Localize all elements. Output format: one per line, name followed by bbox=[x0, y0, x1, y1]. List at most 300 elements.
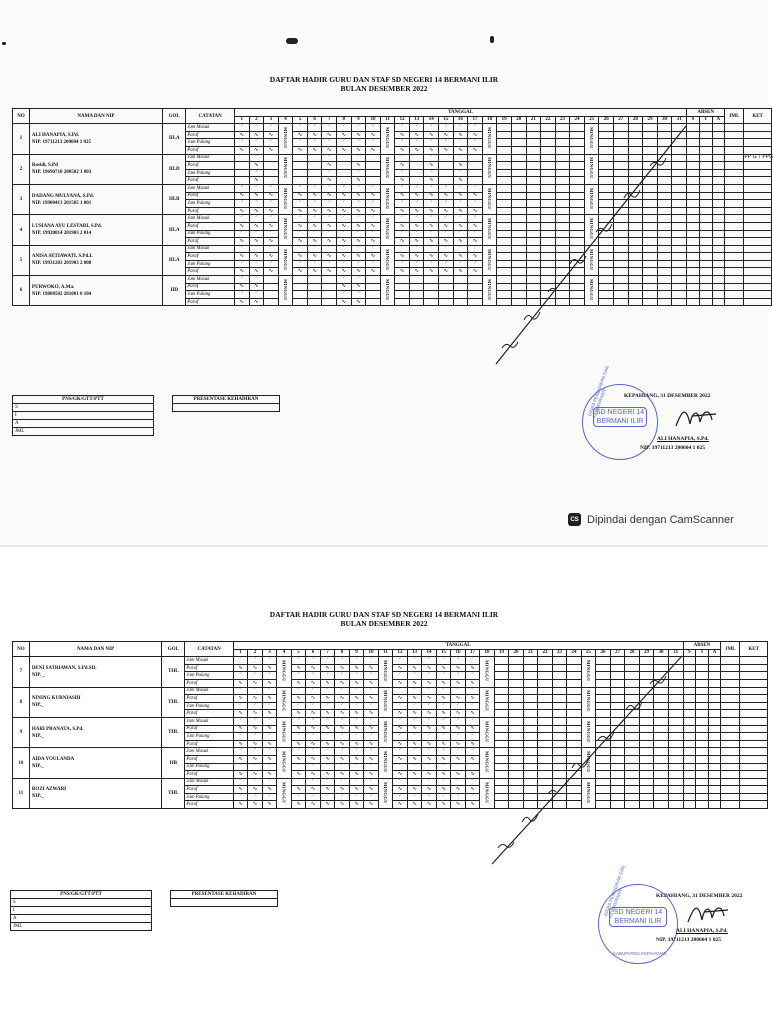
absent-cell bbox=[696, 763, 709, 771]
attendance-cell: ⸍ bbox=[320, 672, 335, 680]
day-header: 26 bbox=[599, 116, 614, 124]
absent-cell bbox=[696, 672, 709, 680]
staff-gol: THL bbox=[162, 687, 185, 717]
attendance-cell: ∿ bbox=[349, 786, 364, 794]
attendance-cell: ∿ bbox=[249, 268, 264, 276]
attendance-cell: ∿ bbox=[262, 725, 277, 733]
attendance-cell: ∿ bbox=[451, 771, 466, 779]
attendance-cell: ∿ bbox=[335, 771, 350, 779]
ket-cell bbox=[744, 298, 772, 306]
attendance-cell bbox=[307, 177, 322, 185]
attendance-cell: ⸍ bbox=[234, 215, 249, 223]
attendance-cell: ∿ bbox=[465, 786, 480, 794]
signer-name-1: ALI HANAPIA, S.Pd. bbox=[657, 436, 709, 442]
ket-cell bbox=[740, 755, 768, 763]
staff-number: 10 bbox=[13, 748, 30, 778]
attendance-cell: ∿ bbox=[233, 725, 248, 733]
attendance-cell: ⸍ bbox=[291, 778, 306, 786]
attendance-cell: ∿ bbox=[364, 771, 379, 779]
staff-name: ROZI AZWARI bbox=[31, 787, 67, 793]
attendance-cell: ⸍ bbox=[233, 748, 248, 756]
attendance-cell bbox=[234, 162, 249, 170]
scan-mark bbox=[490, 36, 494, 43]
attendance-cell: ∿ bbox=[264, 207, 279, 215]
attendance-cell: ⸍ bbox=[337, 260, 352, 268]
row-label: Paraf bbox=[185, 755, 233, 763]
col-no-header: NO bbox=[13, 642, 30, 657]
attendance-cell: ⸍ bbox=[233, 657, 248, 665]
attendance-cell: ∿ bbox=[393, 664, 408, 672]
attendance-cell: ∿ bbox=[439, 131, 454, 139]
attendance-cell: ⸍ bbox=[395, 260, 410, 268]
attendance-cell: ∿ bbox=[424, 131, 439, 139]
col-ket-header: KET bbox=[740, 642, 768, 657]
attendance-cell: ⸍ bbox=[439, 200, 454, 208]
attendance-cell bbox=[395, 276, 410, 284]
staff-name: DADANG MULYANA, S.Pd. bbox=[31, 193, 94, 199]
attendance-cell: ⸍ bbox=[335, 672, 350, 680]
attendance-cell: ∿ bbox=[364, 725, 379, 733]
attendance-cell: ⸍ bbox=[262, 793, 277, 801]
attendance-cell: ∿ bbox=[468, 146, 483, 154]
attendance-cell: ∿ bbox=[409, 146, 424, 154]
attendance-cell: ⸍ bbox=[262, 733, 277, 741]
attendance-cell: ∿ bbox=[451, 710, 466, 718]
staff-nip: NIP. 19880502 201001 0 104 bbox=[31, 291, 92, 297]
attendance-cell: ⸍ bbox=[395, 245, 410, 253]
attendance-cell: ∿ bbox=[322, 131, 337, 139]
attendance-cell: ∿ bbox=[453, 238, 468, 246]
attendance-cell: ⸍ bbox=[407, 657, 422, 665]
row-label: Paraf bbox=[186, 238, 235, 246]
attendance-cell: ⸍ bbox=[409, 184, 424, 192]
ket-cell bbox=[744, 200, 772, 208]
ket-cell bbox=[744, 184, 772, 192]
attendance-cell: ∿ bbox=[468, 131, 483, 139]
attendance-cell: ⸍ bbox=[465, 717, 480, 725]
absent-cell bbox=[696, 733, 709, 741]
attendance-cell: ⸍ bbox=[407, 793, 422, 801]
attendance-cell: ⸍ bbox=[248, 657, 263, 665]
sunday-label: MINGGU bbox=[586, 690, 592, 713]
attendance-cell bbox=[307, 162, 322, 170]
attendance-cell: ⸍ bbox=[395, 184, 410, 192]
attendance-cell: ∿ bbox=[249, 238, 264, 246]
attendance-cell: ∿ bbox=[436, 771, 451, 779]
attendance-cell: ⸍ bbox=[451, 733, 466, 741]
attendance-cell bbox=[307, 291, 322, 299]
attendance-cell: ⸍ bbox=[409, 139, 424, 147]
attendance-cell: ∿ bbox=[248, 725, 263, 733]
day-header: 25 bbox=[581, 649, 596, 657]
absent-cell bbox=[708, 763, 721, 771]
attendance-cell: ⸍ bbox=[465, 748, 480, 756]
day-header: 2 bbox=[249, 116, 264, 124]
attendance-cell: ⸍ bbox=[248, 687, 263, 695]
day-header: 23 bbox=[555, 116, 570, 124]
attendance-cell: ⸍ bbox=[424, 184, 439, 192]
staff-name: ALI HANAPIA, S.Pd. bbox=[31, 132, 79, 138]
attendance-cell: ⸍ bbox=[424, 124, 439, 132]
attendance-cell: ∿ bbox=[364, 801, 379, 809]
attendance-cell: ∿ bbox=[366, 238, 381, 246]
attendance-cell: ∿ bbox=[262, 786, 277, 794]
absent-cell bbox=[712, 283, 725, 291]
attendance-cell bbox=[366, 177, 381, 185]
attendance-cell: ⸍ bbox=[393, 778, 408, 786]
ket-cell bbox=[740, 801, 768, 809]
staff-nip: NIP. 19900413 201505 1 001 bbox=[31, 200, 92, 206]
attendance-cell: ⸍ bbox=[306, 657, 321, 665]
attendance-cell: ⸍ bbox=[351, 184, 366, 192]
day-header: 3 bbox=[264, 116, 279, 124]
attendance-cell: ∿ bbox=[337, 207, 352, 215]
attendance-cell: ⸍ bbox=[264, 200, 279, 208]
attendance-cell: ∿ bbox=[407, 664, 422, 672]
day-header: 28 bbox=[625, 649, 640, 657]
sheet2-title: DAFTAR HADIR GURU DAN STAF SD NEGERI 14 BERMANI ILIR bbox=[269, 610, 499, 619]
attendance-cell: ⸍ bbox=[234, 245, 249, 253]
attendance-cell: ∿ bbox=[409, 268, 424, 276]
attendance-cell: ∿ bbox=[234, 238, 249, 246]
ket-cell bbox=[740, 717, 768, 725]
attendance-cell: ⸍ bbox=[248, 763, 263, 771]
attendance-cell: ∿ bbox=[248, 664, 263, 672]
attendance-cell: ∿ bbox=[335, 755, 350, 763]
attendance-cell: ⸍ bbox=[366, 139, 381, 147]
attendance-cell: ∿ bbox=[337, 222, 352, 230]
sunday-label: MINGGU bbox=[385, 248, 391, 271]
attendance-cell: ⸍ bbox=[249, 124, 264, 132]
attendance-cell: ⸍ bbox=[249, 139, 264, 147]
day-header: 7 bbox=[322, 116, 337, 124]
diagonal-handwriting-2 bbox=[486, 650, 686, 870]
attendance-cell: ⸍ bbox=[366, 124, 381, 132]
attendance-cell bbox=[337, 154, 352, 162]
absent-cell bbox=[712, 124, 725, 132]
attendance-cell: ⸍ bbox=[439, 124, 454, 132]
attendance-cell: ∿ bbox=[349, 755, 364, 763]
attendance-cell: ∿ bbox=[307, 238, 322, 246]
attendance-cell: ⸍ bbox=[307, 230, 322, 238]
attendance-cell: ∿ bbox=[422, 695, 437, 703]
attendance-cell: ⸍ bbox=[366, 215, 381, 223]
absent-cell bbox=[696, 679, 709, 687]
attendance-cell: ⸍ bbox=[351, 230, 366, 238]
attendance-cell: ∿ bbox=[436, 679, 451, 687]
col-absent-header: ABSEN bbox=[687, 109, 725, 117]
attendance-cell: ⸍ bbox=[234, 124, 249, 132]
sunday-cell bbox=[278, 276, 293, 306]
sunday-label: MINGGU bbox=[282, 157, 288, 180]
attendance-cell: ∿ bbox=[233, 679, 248, 687]
absent-cell bbox=[699, 200, 712, 208]
absent-cell bbox=[712, 291, 725, 299]
sunday-label: MINGGU bbox=[282, 127, 288, 149]
attendance-cell: ⸍ bbox=[409, 245, 424, 253]
attendance-cell: ∿ bbox=[453, 253, 468, 261]
summary-s: S bbox=[11, 899, 152, 907]
signature-1 bbox=[672, 402, 722, 434]
attendance-cell: ⸍ bbox=[393, 717, 408, 725]
attendance-cell: ∿ bbox=[307, 207, 322, 215]
row-label: Jam Masuk bbox=[185, 748, 233, 756]
attendance-cell: ⸍ bbox=[439, 184, 454, 192]
attendance-cell: ∿ bbox=[468, 222, 483, 230]
absent-cell bbox=[696, 717, 709, 725]
attendance-cell: ∿ bbox=[262, 679, 277, 687]
day-header: 13 bbox=[407, 649, 422, 657]
attendance-cell: ∿ bbox=[453, 162, 468, 170]
attendance-cell: ∿ bbox=[320, 725, 335, 733]
attendance-cell: ∿ bbox=[451, 695, 466, 703]
attendance-cell bbox=[439, 298, 454, 306]
day-header: 30 bbox=[654, 649, 669, 657]
attendance-cell: ∿ bbox=[322, 238, 337, 246]
attendance-cell: ⸍ bbox=[364, 793, 379, 801]
attendance-cell: ∿ bbox=[262, 755, 277, 763]
staff-name-nip bbox=[29, 657, 161, 687]
attendance-cell: ∿ bbox=[451, 786, 466, 794]
summary-i: I bbox=[11, 907, 152, 915]
attendance-cell: ⸍ bbox=[409, 215, 424, 223]
day-header: 11 bbox=[378, 649, 393, 657]
attendance-cell: ∿ bbox=[249, 207, 264, 215]
percentage-value bbox=[173, 404, 280, 412]
attendance-cell bbox=[409, 291, 424, 299]
attendance-cell: ⸍ bbox=[306, 672, 321, 680]
attendance-cell: ∿ bbox=[306, 801, 321, 809]
signer-nip-2: NIP. 19711213 200604 1 025 bbox=[656, 937, 722, 943]
attendance-cell: ∿ bbox=[233, 664, 248, 672]
attendance-cell: ∿ bbox=[293, 146, 308, 154]
attendance-cell bbox=[409, 162, 424, 170]
attendance-cell: ∿ bbox=[337, 146, 352, 154]
attendance-cell: ⸍ bbox=[422, 778, 437, 786]
attendance-cell: ∿ bbox=[264, 222, 279, 230]
attendance-cell: ⸍ bbox=[422, 733, 437, 741]
sunday-label: MINGGU bbox=[484, 720, 490, 743]
attendance-cell: ⸍ bbox=[264, 245, 279, 253]
absent-cell bbox=[708, 740, 721, 748]
sunday-label: MINGGU bbox=[589, 187, 595, 210]
attendance-cell: ∿ bbox=[393, 710, 408, 718]
attendance-cell: ⸍ bbox=[291, 748, 306, 756]
day-header: 24 bbox=[567, 649, 582, 657]
attendance-cell: ⸍ bbox=[465, 778, 480, 786]
attendance-cell: ∿ bbox=[453, 177, 468, 185]
ket-cell bbox=[744, 245, 772, 253]
attendance-cell: ⸍ bbox=[306, 793, 321, 801]
attendance-cell: ⸍ bbox=[249, 169, 264, 177]
attendance-cell: ⸍ bbox=[264, 124, 279, 132]
day-header: 18 bbox=[482, 116, 497, 124]
attendance-cell: ∿ bbox=[349, 664, 364, 672]
absent-cell bbox=[699, 146, 712, 154]
attendance-cell: ∿ bbox=[407, 679, 422, 687]
attendance-cell: ∿ bbox=[307, 131, 322, 139]
absent-cell bbox=[708, 801, 721, 809]
absent-cell bbox=[708, 748, 721, 756]
absent-cell bbox=[699, 222, 712, 230]
attendance-cell: ∿ bbox=[468, 238, 483, 246]
attendance-cell: ⸍ bbox=[337, 200, 352, 208]
attendance-cell: ⸍ bbox=[233, 702, 248, 710]
attendance-cell: ⸍ bbox=[349, 687, 364, 695]
absent-cell bbox=[696, 793, 709, 801]
attendance-cell bbox=[293, 298, 308, 306]
sunday-cell bbox=[277, 778, 292, 808]
absent-cell bbox=[712, 146, 725, 154]
absent-cell bbox=[696, 771, 709, 779]
signer-nip-1: NIP. 19711213 200604 1 025 bbox=[640, 445, 706, 451]
absent-cell bbox=[699, 131, 712, 139]
ket-cell bbox=[744, 192, 772, 200]
absent-cell bbox=[699, 268, 712, 276]
row-label: Jam Masuk bbox=[185, 687, 233, 695]
attendance-cell: ⸍ bbox=[424, 215, 439, 223]
attendance-cell: ∿ bbox=[293, 253, 308, 261]
day-header: 25 bbox=[584, 116, 599, 124]
day-header: 30 bbox=[657, 116, 672, 124]
attendance-cell bbox=[337, 162, 352, 170]
attendance-cell: ∿ bbox=[306, 695, 321, 703]
attendance-cell: ⸍ bbox=[393, 733, 408, 741]
sunday-cell bbox=[378, 748, 393, 778]
attendance-cell: ⸍ bbox=[322, 124, 337, 132]
attendance-cell bbox=[453, 283, 468, 291]
attendance-cell: ⸍ bbox=[393, 702, 408, 710]
ket-cell bbox=[744, 131, 772, 139]
day-header: 16 bbox=[451, 649, 466, 657]
absent-cell bbox=[712, 207, 725, 215]
attendance-cell: ⸍ bbox=[320, 657, 335, 665]
attendance-cell: ∿ bbox=[465, 801, 480, 809]
staff-name: NINING KURNIASIH bbox=[31, 696, 81, 702]
attendance-cell: ⸍ bbox=[337, 184, 352, 192]
attendance-cell bbox=[468, 283, 483, 291]
attendance-cell: ∿ bbox=[335, 710, 350, 718]
attendance-cell: ⸍ bbox=[468, 260, 483, 268]
attendance-cell: ∿ bbox=[335, 801, 350, 809]
attendance-cell: ⸍ bbox=[322, 260, 337, 268]
total-cell bbox=[721, 755, 740, 763]
attendance-cell: ⸍ bbox=[293, 124, 308, 132]
attendance-cell: ∿ bbox=[248, 771, 263, 779]
attendance-cell: ⸍ bbox=[453, 230, 468, 238]
attendance-cell: ∿ bbox=[291, 710, 306, 718]
day-header: 6 bbox=[307, 116, 322, 124]
attendance-cell: ⸍ bbox=[306, 763, 321, 771]
stamp-center-text: SD NEGERI 14 BERMANI ILIR bbox=[593, 407, 647, 427]
attendance-cell: ∿ bbox=[264, 253, 279, 261]
attendance-cell: ∿ bbox=[335, 695, 350, 703]
day-header: 10 bbox=[366, 116, 381, 124]
attendance-cell bbox=[366, 283, 381, 291]
attendance-cell bbox=[322, 291, 337, 299]
attendance-cell: ⸍ bbox=[451, 657, 466, 665]
attendance-cell: ∿ bbox=[233, 771, 248, 779]
attendance-cell: ⸍ bbox=[320, 763, 335, 771]
sunday-label: MINGGU bbox=[487, 187, 493, 210]
attendance-cell: ⸍ bbox=[234, 291, 249, 299]
stamp-ring-text: DINAS PENDIDIKAN DAN KEBUDAYAAN bbox=[603, 864, 626, 919]
attendance-cell: ∿ bbox=[436, 725, 451, 733]
attendance-cell: ⸍ bbox=[364, 763, 379, 771]
attendance-cell: ⸍ bbox=[393, 687, 408, 695]
attendance-cell bbox=[409, 169, 424, 177]
attendance-cell bbox=[424, 298, 439, 306]
summary-i: I bbox=[13, 412, 154, 420]
attendance-cell bbox=[307, 276, 322, 284]
attendance-cell: ∿ bbox=[248, 710, 263, 718]
row-label: Paraf bbox=[185, 725, 233, 733]
attendance-cell: ⸍ bbox=[366, 230, 381, 238]
attendance-cell: ⸍ bbox=[451, 672, 466, 680]
attendance-cell: ∿ bbox=[234, 268, 249, 276]
attendance-cell: ∿ bbox=[320, 771, 335, 779]
attendance-cell: ∿ bbox=[306, 664, 321, 672]
attendance-cell: ∿ bbox=[422, 664, 437, 672]
attendance-cell: ∿ bbox=[291, 725, 306, 733]
attendance-cell: ∿ bbox=[291, 786, 306, 794]
attendance-cell bbox=[293, 169, 308, 177]
attendance-cell: ⸍ bbox=[264, 260, 279, 268]
day-header: 17 bbox=[468, 116, 483, 124]
staff-name: ANISA SETIAWATI, S.Pd.I. bbox=[31, 254, 93, 260]
sunday-cell bbox=[278, 215, 293, 245]
sunday-label: MINGGU bbox=[282, 248, 288, 271]
absent-cell bbox=[712, 230, 725, 238]
attendance-cell bbox=[439, 162, 454, 170]
attendance-cell: ⸍ bbox=[395, 230, 410, 238]
attendance-cell: ⸍ bbox=[322, 200, 337, 208]
row-label: Paraf bbox=[186, 298, 235, 306]
attendance-cell: ∿ bbox=[337, 253, 352, 261]
attendance-cell: ⸍ bbox=[468, 200, 483, 208]
attendance-cell: ∿ bbox=[248, 755, 263, 763]
attendance-cell: ∿ bbox=[422, 801, 437, 809]
staff-name-nip bbox=[29, 245, 162, 275]
stamp-bottom-text: KABUPATEN KEPAHIANG bbox=[613, 951, 667, 956]
row-label: Paraf bbox=[185, 710, 233, 718]
row-label: Paraf bbox=[185, 801, 233, 809]
attendance-cell: ∿ bbox=[395, 238, 410, 246]
attendance-cell: ∿ bbox=[407, 771, 422, 779]
attendance-cell: ∿ bbox=[424, 238, 439, 246]
attendance-cell: ⸍ bbox=[320, 702, 335, 710]
attendance-cell: ∿ bbox=[335, 786, 350, 794]
attendance-cell: ∿ bbox=[453, 192, 468, 200]
total-cell bbox=[725, 124, 744, 132]
row-label: Jam Pulang bbox=[185, 672, 233, 680]
day-header: 14 bbox=[422, 649, 437, 657]
attendance-cell: ⸍ bbox=[248, 717, 263, 725]
sheet1-title: DAFTAR HADIR GURU DAN STAF SD NEGERI 14 BERMANI ILIR bbox=[269, 75, 499, 84]
attendance-cell: ∿ bbox=[409, 131, 424, 139]
attendance-cell: ∿ bbox=[439, 238, 454, 246]
attendance-cell: ∿ bbox=[249, 146, 264, 154]
attendance-cell: ⸍ bbox=[453, 154, 468, 162]
attendance-cell: ⸍ bbox=[293, 139, 308, 147]
attendance-cell: ⸍ bbox=[306, 778, 321, 786]
attendance-cell: ⸍ bbox=[436, 778, 451, 786]
sunday-cell bbox=[380, 245, 395, 275]
attendance-cell: ∿ bbox=[453, 207, 468, 215]
attendance-cell: ∿ bbox=[465, 679, 480, 687]
ket-cell bbox=[744, 146, 772, 154]
row-label: Jam Pulang bbox=[185, 763, 233, 771]
